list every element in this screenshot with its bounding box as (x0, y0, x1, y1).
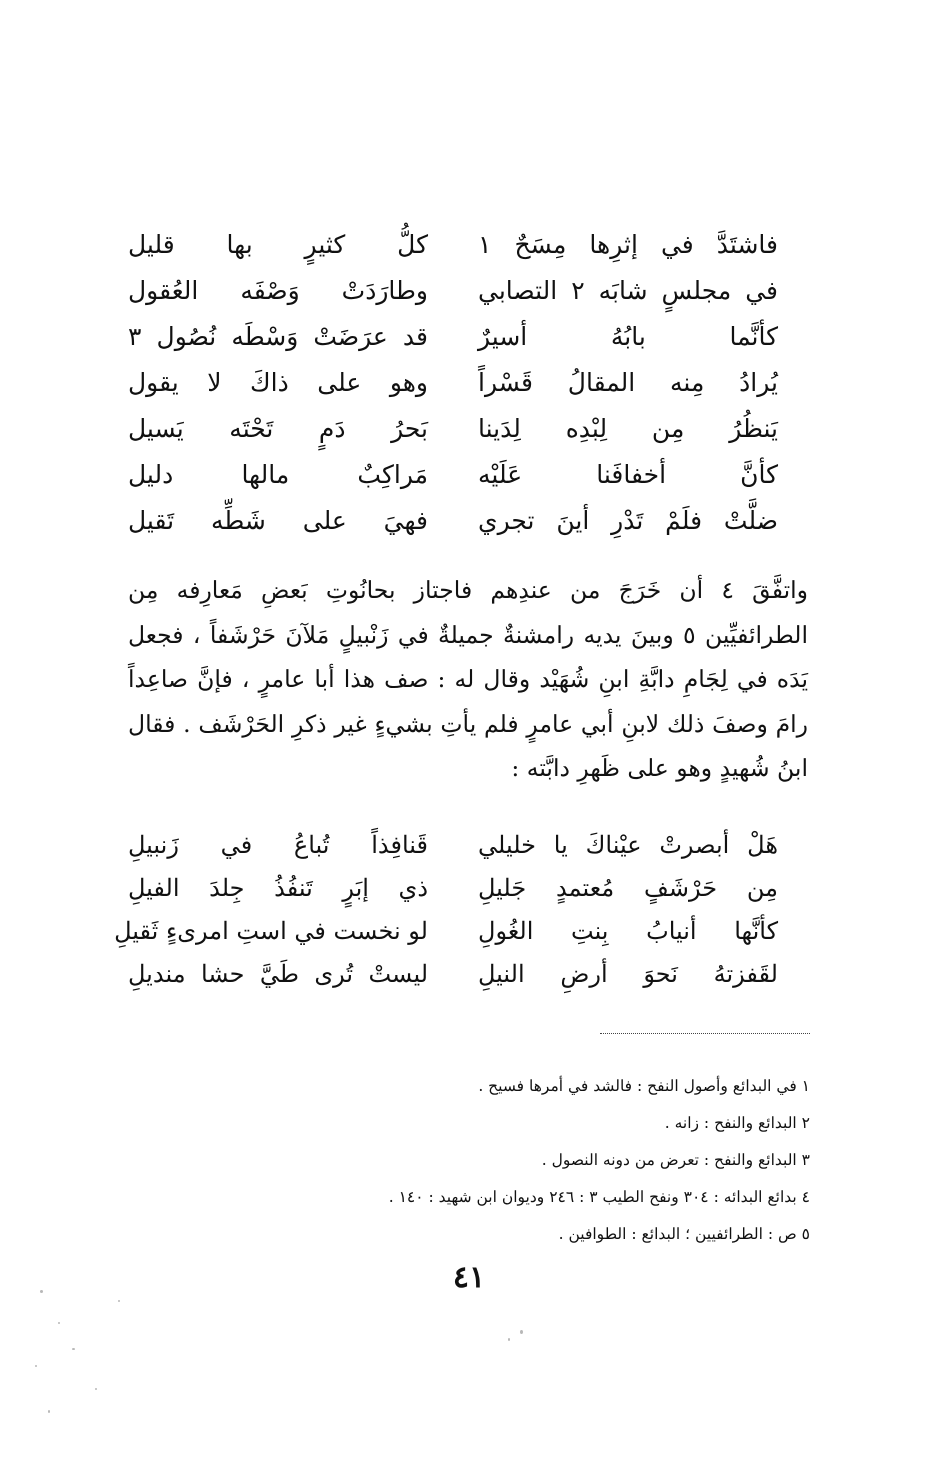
footnote: ٢ البدائع والنفح : زانه . (664, 1114, 810, 1132)
poem-verse (128, 824, 778, 867)
poem-verse (128, 268, 778, 314)
hemistich-left: ذي إبَرٍ تَنفُذُ جِلدَ الفيلِ (128, 874, 428, 902)
footnote: ٥ ص : الطرائفيين ؛ البدائع : الطوافين . (558, 1225, 810, 1243)
poem-verse (128, 867, 778, 910)
hemistich-right: كأنَّما بابُهُ أسيرٌ (478, 322, 778, 351)
hemistich-left: وطارَدَتْ وَصْفَه العُقول (128, 276, 428, 305)
hemistich-right: فاشتَدَّ في إثرِها مِسَحٌ ١ (478, 230, 778, 259)
hemistich-right: ضلَّتْ فلَمْ تَدْرِ أينَ تجري (478, 506, 778, 535)
poem-verse (128, 452, 778, 498)
poem-verse (128, 406, 778, 452)
poem-verse (128, 360, 778, 406)
poem-verse (128, 314, 778, 360)
poem-verse (128, 498, 778, 544)
hemistich-left: قد عرَضَتْ وَسْطَه نُصُول ٣ (128, 322, 428, 351)
hemistich-left: وهو على ذاكَ لا يقول (128, 368, 428, 397)
footnote: ٣ البدائع والنفح : تعرض من دونه النصول . (541, 1151, 810, 1169)
hemistich-left: لو نخست في استِ امرىءٍ ثَقيلِ (114, 917, 428, 945)
hemistich-right: لقَفزتهُ نَحوَ أرضِ النيلِ (478, 960, 778, 988)
hemistich-left: كلُّ كثيرٍ بها قليل (128, 230, 428, 259)
hemistich-right: كأنَّ أخفافَنا عَلَيْه (478, 460, 778, 489)
hemistich-right: مِن حَرْشَفٍ مُعتمدٍ جَليلِ (478, 874, 778, 902)
hemistich-left: قَنافِذاً تُباعُ في زَنبيلِ (128, 831, 428, 859)
poem-block-1 (128, 222, 778, 544)
hemistich-right: في مجلسٍ شابَه ٢ التصابي (478, 276, 779, 305)
footnote: ٤ بدائع البدائه : ٣٠٤ ونفح الطيب ٣ : ٢٤٦ وديوان ابن شهيد : ١٤٠ . (388, 1188, 810, 1206)
prose-text: واتفَّقَ ٤ أن خَرَجَ من عندِهم فاجتاز بحانُوتِ بَعضِ مَعارِفه مِن الطرائفيِّين ٥ وبينَ يديه رامشنةٌ جميلةٌ في زَنْبيلٍ مَلآنَ حَرْشَفاً ، فجعل يَدَه في لِجَامِ دابَّةِ ابنِ شُهَيْد وقال له : صف هذا أبا عامرٍ ، فإنَّ صاعِداً رامَ وصفَ ذلك لابنِ أبي عامرٍ فلم يأتِ بشيءٍ غير ذكرِ الحَرْشَف . فقال ابنُ شُهيدٍ وهو على ظَهرِ دابَّته : (128, 576, 809, 782)
hemistich-right: هَلْ أبصرتْ عيْناكَ يا خليلي (478, 831, 778, 859)
footnote: ١ في البدائع وأصول النفح : فالشد في أمرها فسيح . (478, 1077, 810, 1095)
poem-verse (128, 953, 778, 996)
hemistich-right: كأنَّها أنيابُ بِنتِ الغُولِ (478, 917, 778, 945)
hemistich-left: بَحرُ دَمٍ تَحْتَه يَسيل (128, 414, 428, 443)
poem-block-2 (114, 824, 778, 996)
hemistich-left: فهيَ على شَطِّه تَقيل (128, 506, 428, 535)
hemistich-left: ليستْ تُرى طَيَّ حشا منديلِ (128, 960, 428, 988)
page-number: ٤١ (452, 1260, 486, 1295)
footnote-divider (600, 1033, 810, 1034)
hemistich-right: يَنظُرُ مِن لِبْدِه لِدَينا (478, 414, 778, 443)
poem-verse (114, 910, 778, 953)
prose-paragraph (128, 568, 808, 791)
hemistich-right: يُرادُ مِنه المقالُ قَسْراً (478, 368, 778, 397)
hemistich-left: مَراكِبٌ مالها دليل (128, 460, 428, 489)
poem-verse (128, 222, 778, 268)
footnotes-list (270, 1068, 810, 1253)
